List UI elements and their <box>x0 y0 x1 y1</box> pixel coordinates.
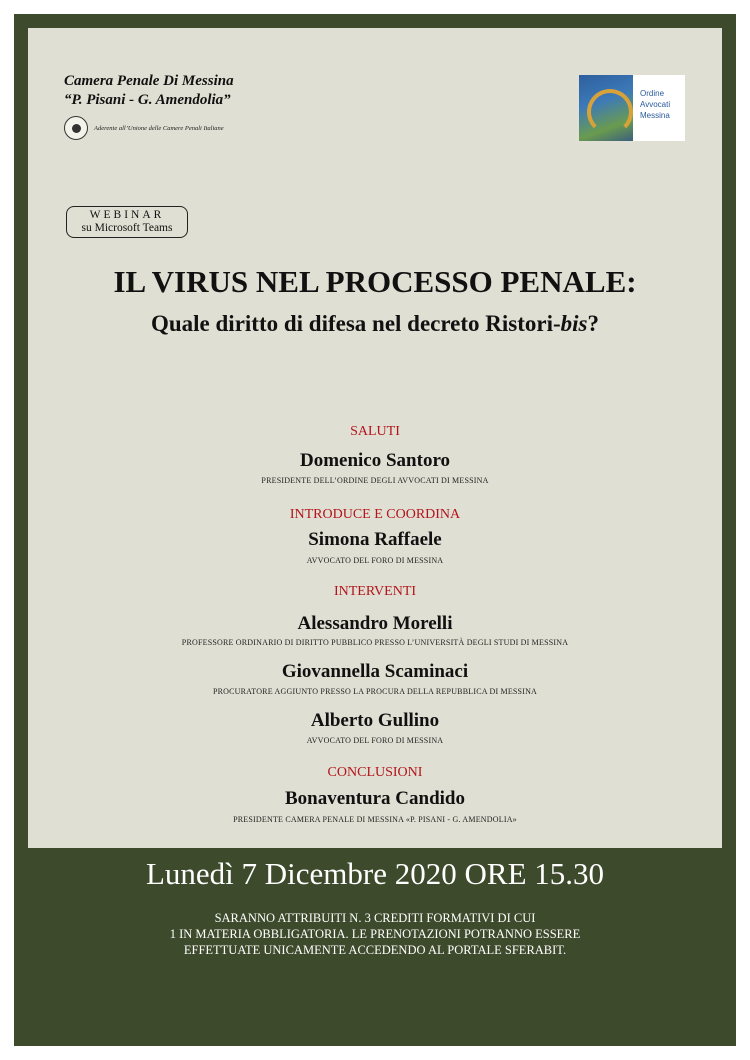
credits-note-line3: EFFETTUATE UNICAMENTE ACCEDENDO AL PORTALE SFERABIT. <box>183 943 567 957</box>
credits-note-line1: SARANNO ATTRIBUITI N. 3 CREDITI FORMATIVI DI CUI <box>214 911 536 925</box>
organizer-name-line1: Camera Penale Di Messina <box>64 73 234 89</box>
event-title: IL VIRUS NEL PROCESSO PENALE: <box>113 264 637 299</box>
speaker-role: PROFESSORE ORDINARIO DI DIRITTO PUBBLICO PRESSO L’UNIVERSITÀ DEGLI STUDI DI MESSINA <box>181 638 569 647</box>
speaker-role: PROCURATORE AGGIUNTO PRESSO LA PROCURA DELLA REPUBBLICA DI MESSINA <box>212 687 538 696</box>
logo-line1: Ordine <box>640 89 665 98</box>
webinar-label: WEBINAR <box>89 209 165 221</box>
logo-line3: Messina <box>640 111 670 120</box>
speaker-role: AVVOCATO DEL FORO DI MESSINA <box>306 736 444 745</box>
ordine-emblem-icon <box>579 75 633 141</box>
webinar-badge <box>66 206 188 238</box>
organizer-name <box>64 72 264 110</box>
organizer-affiliation <box>64 116 224 140</box>
camera-penale-seal-icon <box>64 116 88 140</box>
credits-note-line2: 1 IN MATERIA OBBLIGATORIA. LE PRENOTAZIONI POTRANNO ESSERE <box>169 927 581 941</box>
greetings-speaker-role: PRESIDENTE DELL’ORDINE DEGLI AVVOCATI DI MESSINA <box>261 476 489 485</box>
greetings-heading: SALUTI <box>350 424 400 439</box>
event-subtitle <box>28 311 722 337</box>
ordine-logo-text <box>633 75 670 141</box>
conclusions-speaker-role: PRESIDENTE CAMERA PENALE DI MESSINA «P. PISANI - G. AMENDOLIA» <box>233 815 517 824</box>
event-date-time: Lunedì 7 Dicembre 2020 ORE 15.30 <box>145 856 605 891</box>
adherent-text: Aderente all’Unione delle Camere Penali Italiane <box>94 124 224 132</box>
speaker-name: Alberto Gullino <box>310 710 440 731</box>
conclusions-speaker-name: Bonaventura Candido <box>284 788 466 809</box>
logo-line2: Avvocati <box>640 100 671 109</box>
subtitle-end: ? <box>587 311 600 336</box>
speaker-name: Alessandro Morelli <box>297 613 453 634</box>
intro-speaker-name: Simona Raffaele <box>308 529 442 550</box>
intro-speaker-role: AVVOCATO DEL FORO DI MESSINA <box>306 556 444 565</box>
webinar-platform: su Microsoft Teams <box>81 222 173 234</box>
intro-heading: INTRODUCE E COORDINA <box>289 507 461 522</box>
subtitle-italic: bis <box>560 311 588 336</box>
organizer-name-line2: “P. Pisani - G. Amendolia” <box>64 92 231 108</box>
conclusions-heading: CONCLUSIONI <box>327 765 423 780</box>
talks-heading: INTERVENTI <box>333 584 417 599</box>
ordine-avvocati-logo <box>579 75 685 141</box>
speaker-name: Giovannella Scaminaci <box>281 661 469 682</box>
greetings-speaker-name: Domenico Santoro <box>299 450 451 471</box>
subtitle-main: Quale diritto di difesa nel decreto Ristori- <box>150 311 561 336</box>
